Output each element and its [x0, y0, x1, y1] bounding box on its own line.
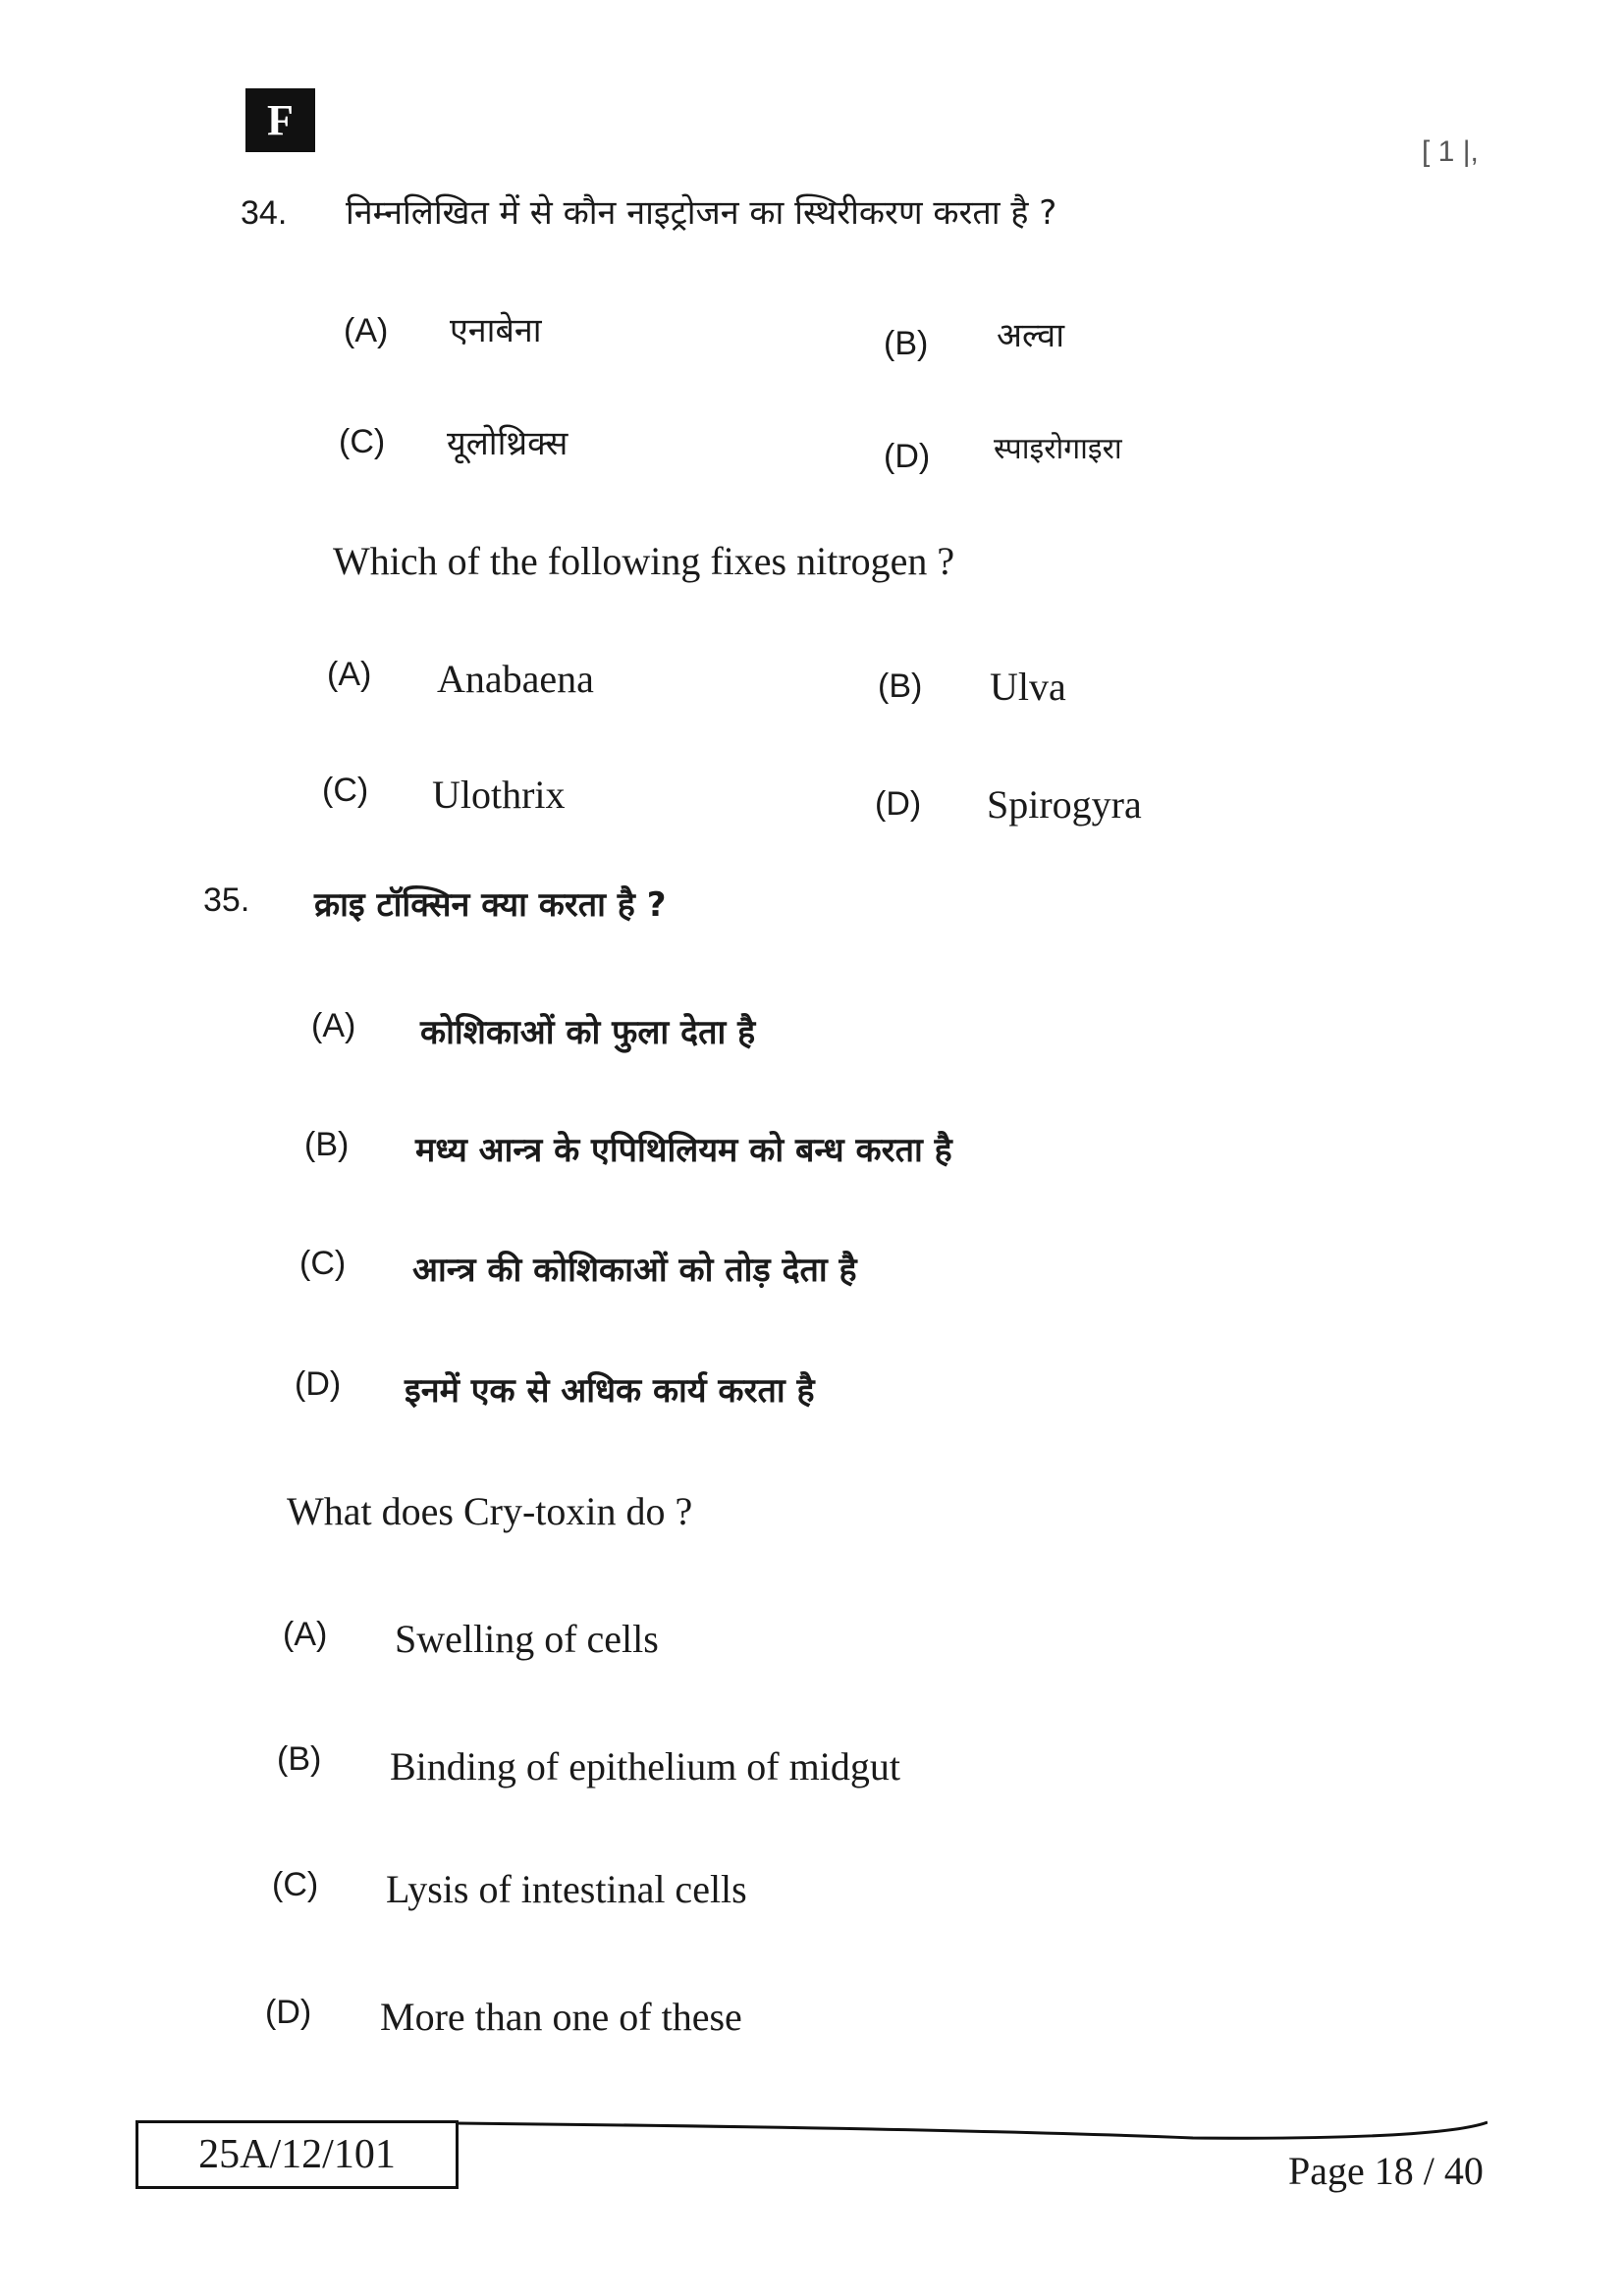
option-label: (C): [339, 423, 386, 460]
option-text: स्पाइरोगाइरा: [994, 432, 1122, 466]
option-text: यूलोथ्रिक्स: [447, 424, 568, 463]
set-code-badge: F: [245, 88, 315, 152]
option-text: आन्त्र की कोशिकाओं को तोड़ देता है: [412, 1251, 857, 1290]
option-label: (C): [299, 1245, 347, 1282]
option-label: (A): [283, 1616, 328, 1653]
option-text: अल्वा: [997, 316, 1065, 355]
question-number: 34.: [241, 194, 288, 232]
option-label: (D): [884, 438, 931, 475]
page-number: Page 18 / 40: [1288, 2149, 1484, 2193]
question-text-english: Which of the following fixes nitrogen ?: [333, 539, 955, 583]
option-label: (D): [875, 785, 922, 823]
question-number: 35.: [203, 881, 250, 919]
option-label: (B): [277, 1740, 322, 1778]
option-label: (A): [344, 312, 389, 349]
option-label: (B): [304, 1126, 350, 1163]
option-label: (D): [265, 1994, 312, 2031]
question-text-english: What does Cry-toxin do ?: [287, 1489, 693, 1533]
option-text: Lysis of intestinal cells: [386, 1867, 747, 1911]
option-label: (B): [878, 667, 923, 705]
option-text: Ulothrix: [432, 773, 566, 817]
option-label: (A): [327, 656, 372, 693]
option-text: एनाबेना: [450, 311, 542, 350]
option-text: Spirogyra: [987, 782, 1142, 827]
option-text: मध्य आन्त्र के एपिथिलियम को बन्ध करता है: [415, 1131, 952, 1170]
option-label: (C): [272, 1866, 319, 1903]
paper-code-box: 25A/12/101: [135, 2120, 459, 2189]
option-text: Ulva: [990, 665, 1066, 709]
option-label: (A): [311, 1007, 356, 1044]
option-label: (D): [295, 1365, 342, 1403]
question-text-hindi: निम्नलिखित में से कौन नाइट्रोजन का स्थिरीकरण करता है ?: [346, 193, 1057, 233]
footer-rule: [457, 2120, 1488, 2140]
option-text: इनमें एक से अधिक कार्य करता है: [405, 1371, 815, 1411]
option-text: Anabaena: [437, 657, 594, 701]
margin-mark: [ 1 |,: [1422, 135, 1479, 168]
question-text-hindi: क्राइ टॉक्सिन क्या करता है ?: [314, 885, 667, 925]
option-text: More than one of these: [380, 1995, 742, 2039]
option-label: (C): [322, 772, 369, 809]
option-label: (B): [884, 325, 929, 362]
option-text: Binding of epithelium of midgut: [390, 1744, 900, 1789]
option-text: कोशिकाओं को फुला देता है: [420, 1013, 756, 1052]
option-text: Swelling of cells: [395, 1617, 659, 1661]
